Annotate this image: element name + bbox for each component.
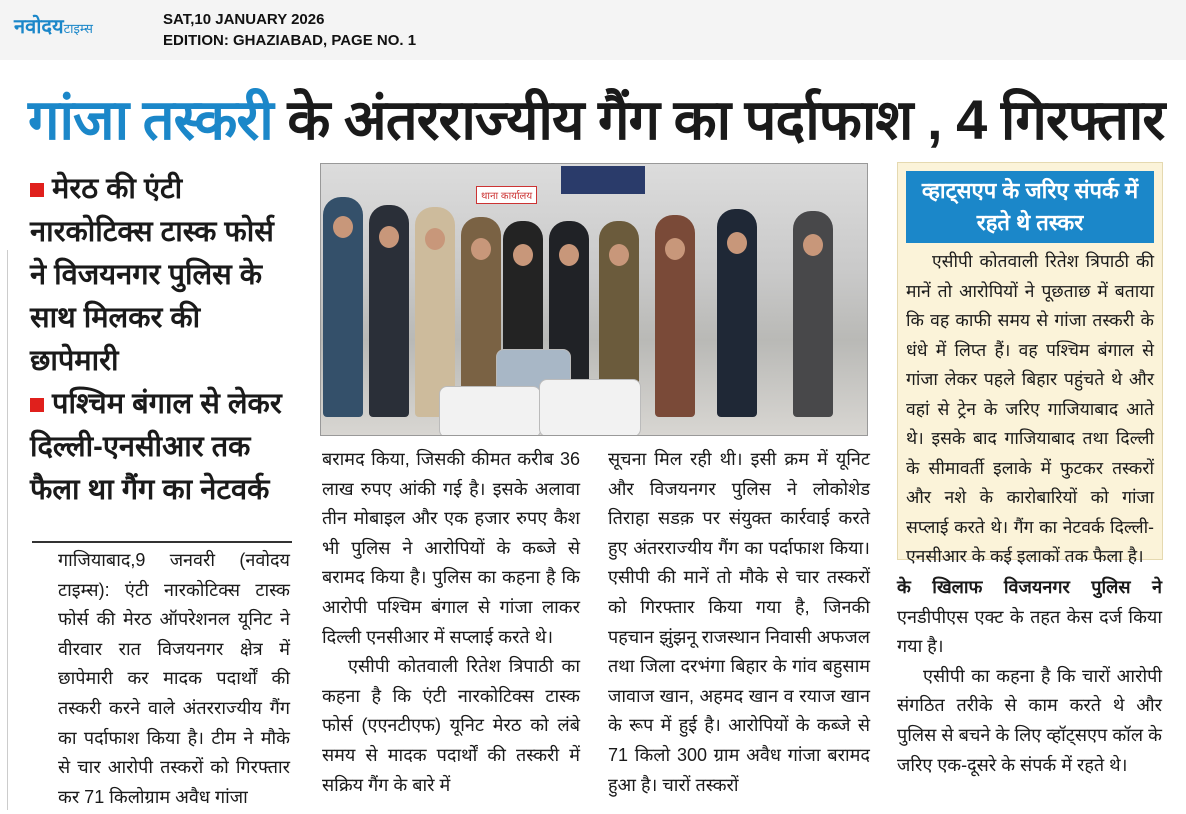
- highlight-text: पश्चिम बंगाल से लेकर दिल्ली-एनसीआर तक फैला था गैंग का नेटवर्क: [30, 388, 282, 506]
- bullet-icon: [30, 398, 44, 412]
- newspaper-logo: [14, 12, 93, 39]
- bullet-icon: [30, 183, 44, 197]
- divider: [32, 541, 292, 543]
- paragraph: सूचना मिल रही थी। इसी क्रम में यूनिट और विजयनगर पुलिस ने लोकोशेड तिराहा सडक़ पर संयुक्त कार्रवाई करते हुए अंतरराज्यीय गैंग का पर्दाफाश किया। एसीपी की मानें तो मौके से चार तस्करों को गिरफ्तार किया गया है, जिनकी पहचान झुंझनू राजस्थान निवासी अफजल तथा जिला दरभंगा बिहार के गांव बहुसाम जावाज खान, अहमद खान व रयाज खान के रूप में हुई है। आरोपियों के कब्जे से 71 किलो 300 ग्राम अवैध गांजा बरामद हुआ है। चारों तस्करों: [608, 449, 870, 795]
- headline-rest: के अंतरराज्यीय गैंग का पर्दाफाश , 4 गिरफ्तार: [272, 88, 1165, 151]
- publish-date: SAT,10 JANUARY 2026: [163, 11, 325, 28]
- logo-main: नवोदय: [14, 16, 64, 38]
- article-column-1: [58, 546, 290, 812]
- paragraph: एसीपी कोतवाली रितेश त्रिपाठी का कहना है कि एंटी नारकोटिक्स टास्क फोर्स (एएनटीएफ) यूनिट मेरठ को लंबे समय से मादक पदार्थों की तस्करी में सक्रिय गैंग के बारे में: [322, 656, 580, 795]
- paragraph-bold: के खिलाफ विजयनगर पुलिस ने: [897, 577, 1162, 597]
- police-board: [561, 166, 645, 194]
- paragraph: एनडीपीएस एक्ट के तहत केस दर्ज किया गया है।: [897, 606, 1162, 657]
- headline-highlight: गांजा तस्करी: [28, 88, 273, 151]
- logo-sub: टाइम्स: [63, 21, 93, 36]
- headline: [28, 80, 1168, 156]
- edition-page: EDITION: GHAZIABAD, PAGE NO. 1: [163, 32, 417, 49]
- sidebar-title: व्हाट्सएप के जरिए संपर्क में रहते थे तस्कर: [906, 171, 1154, 243]
- person-head: [609, 244, 629, 266]
- person-head: [379, 226, 399, 248]
- person-head: [471, 238, 491, 260]
- highlight-item: [30, 168, 292, 383]
- sidebar-text: एसीपी कोतवाली रितेश त्रिपाठी की मानें तो आरोपियों ने पूछताछ में बताया कि वह काफी समय से गांजा तस्करी के धंधे में लिप्त हैं। वह पश्चिम बंगाल से गांजा लेकर पहले बिहार पहुंचते थे और वहां से ट्रेन के जरिए गाजियाबाद आते थे। इसके बाद गाजियाबाद तथा दिल्ली के सीमावर्ती इलाके में फुटकर तस्करों और नशे के कारोबारियों को गांजा सप्लाई करते थे। गैंग का नेटवर्क दिल्ली-एनसीआर के कई इलाकों तक फैला है।: [906, 251, 1154, 566]
- article-column-4: [897, 573, 1162, 780]
- highlight-item: [30, 383, 292, 512]
- paragraph: बरामद किया, जिसकी कीमत करीब 36 लाख रुपए आंकी गई है। इसके अलावा तीन मोबाइल और एक हजार रुपए कैश भी पुलिस ने आरोपियों के कब्जे से बरामद किया है। पुलिस का कहना है कि आरोपी पश्चिम बंगाल से गांजा लाकर दिल्ली एनसीआर में सप्लाई करते थे।: [322, 449, 580, 647]
- highlight-text: मेरठ की एंटी नारकोटिक्स टास्क फोर्स ने विजयनगर पुलिस के साथ मिलकर की छापेमारी: [30, 173, 274, 377]
- article-column-3: [608, 445, 870, 800]
- seized-bag: [539, 379, 641, 436]
- person-head: [333, 216, 353, 238]
- person-head: [559, 244, 579, 266]
- edition-info: [163, 9, 416, 51]
- person-head: [513, 244, 533, 266]
- article-column-2: [322, 445, 580, 800]
- person-head: [727, 232, 747, 254]
- photo-sign: थाना कार्यालय: [476, 186, 537, 204]
- seized-bag: [439, 386, 541, 436]
- news-photo: [320, 163, 868, 436]
- page-header: [0, 0, 1186, 60]
- person-head: [803, 234, 823, 256]
- adjacent-article-edge: [0, 250, 8, 810]
- paragraph: एसीपी का कहना है कि चारों आरोपी संगठित तरीके से काम करते थे और पुलिस से बचने के लिए व्हॉट्सएप कॉल के जरिए एक-दूसरे के संपर्क में रहते थे।: [897, 665, 1162, 775]
- highlights: [30, 168, 292, 512]
- person-head: [665, 238, 685, 260]
- person-head: [425, 228, 445, 250]
- sidebar-box: [897, 162, 1163, 566]
- paragraph: गाजियाबाद,9 जनवरी (नवोदय टाइम्स): एंटी नारकोटिक्स टास्क फोर्स की मेरठ ऑपरेशनल यूनिट ने वीरवार रात विजयनगर क्षेत्र में छापेमारी कर मादक पदार्थों की तस्करी करने वाले अंतरराज्यीय गैंग का पर्दाफाश किया है। टीम ने मौके से चार आरोपी तस्करों को गिरफ्तार कर 71 किलोग्राम अवैध गांजा: [58, 550, 290, 807]
